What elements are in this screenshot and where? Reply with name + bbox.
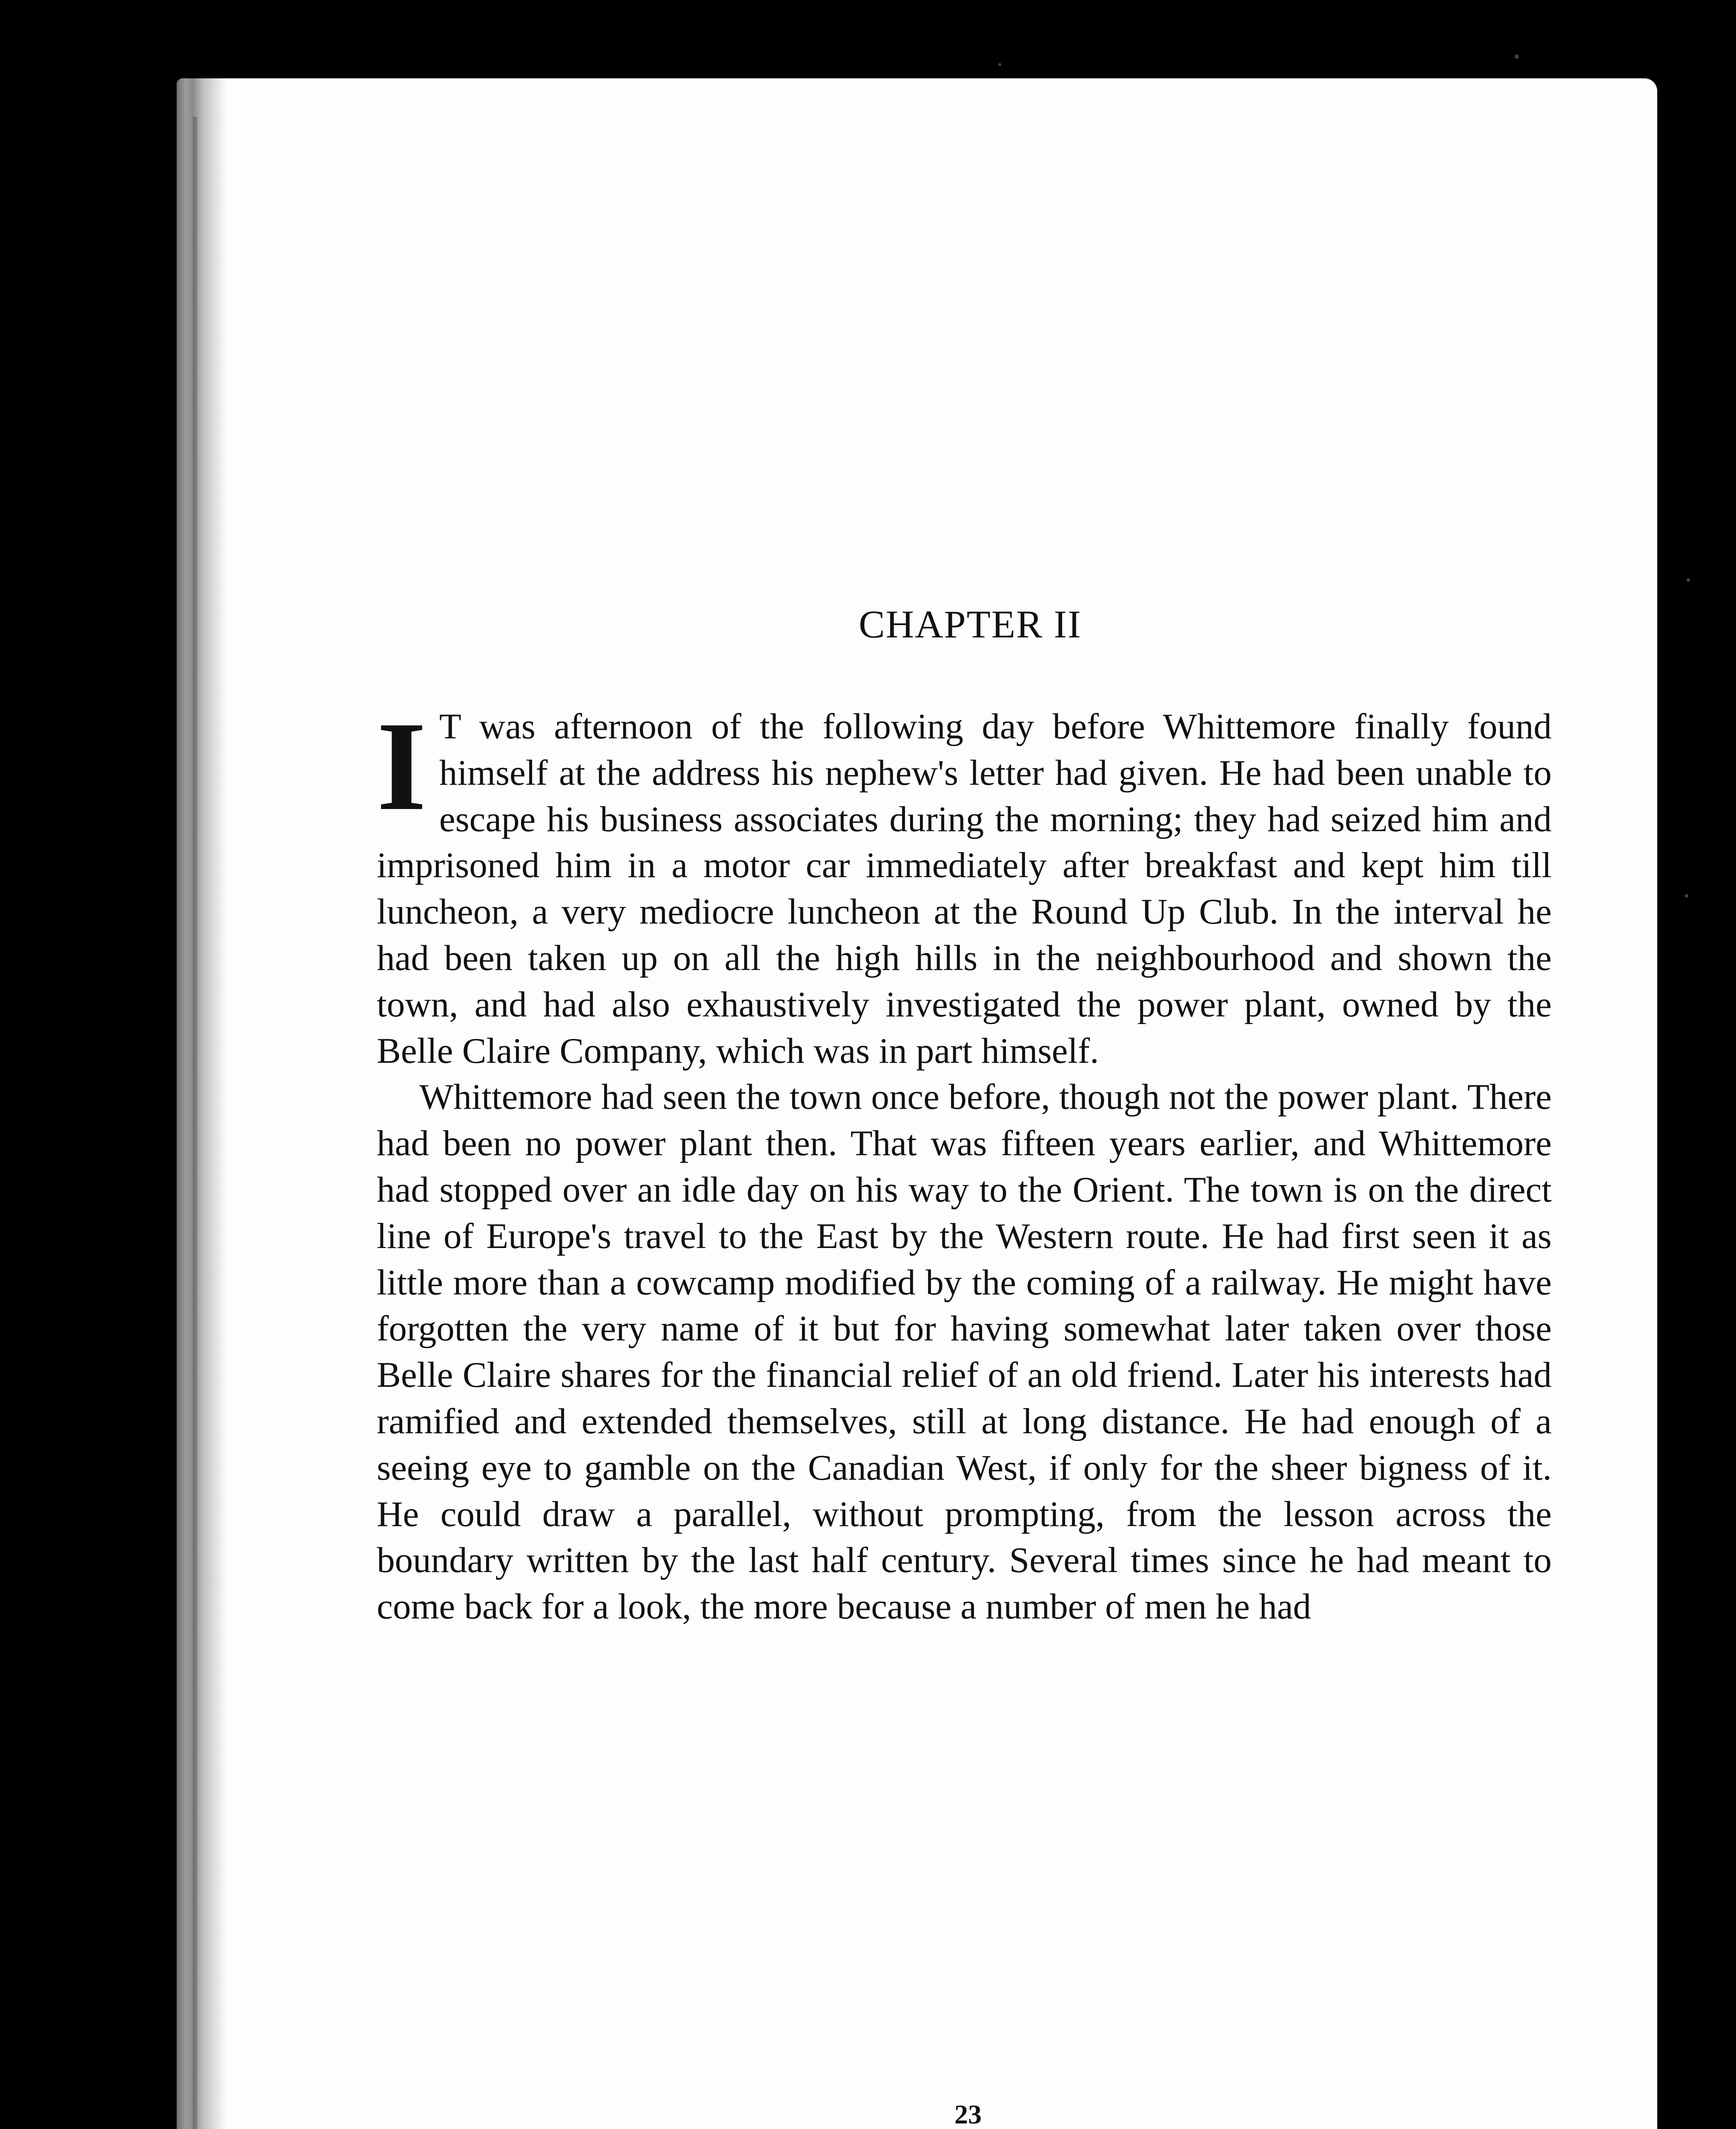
- scan-speck: [1685, 894, 1688, 898]
- body-text: [377, 695, 1552, 1630]
- scan-speck: [998, 63, 1001, 66]
- page-gutter-shadow: [177, 78, 227, 2129]
- page-number: 23: [954, 2099, 982, 2129]
- paragraph-1: [377, 695, 1552, 1074]
- book-page: [177, 78, 1657, 2129]
- scan-speck: [1687, 578, 1690, 582]
- scan-speck: [1515, 55, 1519, 59]
- paragraph-1-text: T was afternoon of the following day before Whittemore finally found himself at the address his nephew's letter had given. He had been unable to escape his business associates during the morning; they had seized him and imprisoned him in a motor car immediately after breakfast and kept him till luncheon, a very mediocre luncheon at the Round Up Club. In the interval he had been taken up on all the high hills in the neighbourhood and shown the town, and had also exhaustively investigated the power plant, owned by the Belle Claire Company, which was in part himself.: [377, 706, 1552, 1071]
- chapter-title: CHAPTER II: [859, 603, 1082, 646]
- binding-line: [193, 117, 197, 2129]
- drop-cap: I: [377, 695, 427, 837]
- paragraph-2: Whittemore had seen the town once before, though not the power plant. There had been no power plant then. That was fifteen years earlier, and Whittemore had stopped over an idle day on his way to the Orient. The town is on the direct line of Europe's travel to the East by the Western route. He had first seen it as little more than a cowcamp modified by the coming of a railway. He might have forgotten the very name of it but for having somewhat later taken over those Belle Claire shares for the financial relief of an old friend. Later his interests had ramified and extended themselves, still at long distance. He had enough of a seeing eye to gamble on the Canadian West, if only for the sheer bigness of it. He could draw a parallel, without prompting, from the lesson across the boundary written by the last half century. Several times since he had meant to come back for a look, the more because a number of men he had: [377, 1077, 1552, 1627]
